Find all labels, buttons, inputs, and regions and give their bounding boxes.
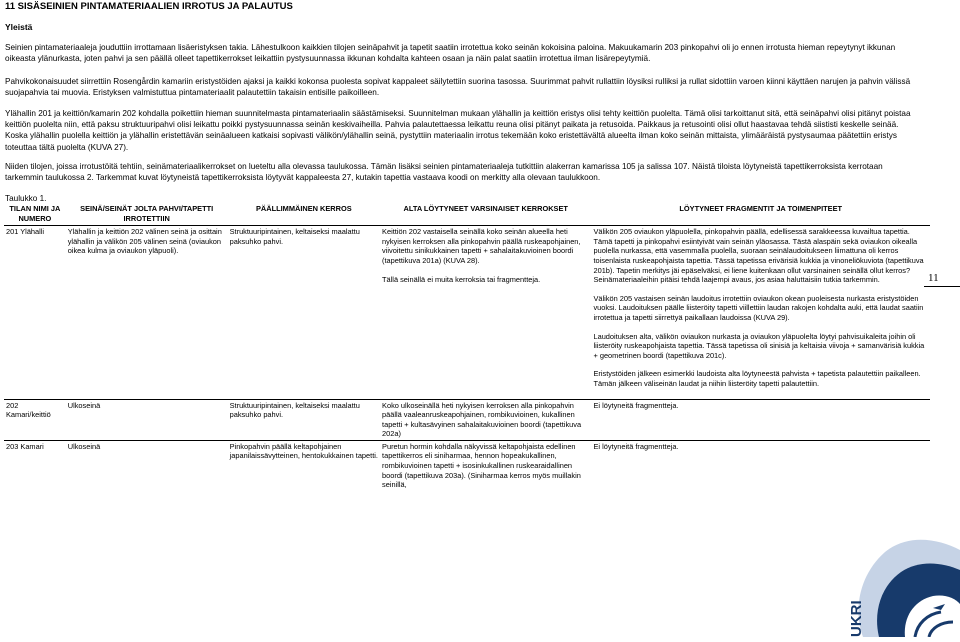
- cell-top-layer: Pinkopahvin päällä keltapohjainen japanilaissävytteinen, hentokukkainen tapetti.: [228, 440, 380, 490]
- layer-text: Keittiön 202 vastaisella seinällä koko seinän alueella heti nykyisen kerroksen alla pinkopahvin päällä ruskeapohjainen, viivoitettu sinikukkainen tapetti + sahalaitakuvioinen boordi (tapettikuva 201a) (KUVA 28).: [382, 227, 581, 265]
- table-row: [4, 440, 930, 490]
- fragment-text: Välikön 205 oviaukon yläpuolella, pinkopahvin päällä, edellisessä sarakkeessa kuvailtua tapettia. Tämä tapetti ja pinkopahvi esiintyivät vain seinän yläosassa. Tästä alaspäin sekä oviaukon oikealla puolella nurkassa, että vasemmalla puolella, suoraan seinälaudoitukseen liimattuna oli kerros toisenlaista ruskeapohjaista tapettia. Tässä tapetissa erivärisiä kukkia ja vinoneliökuviota (tapettikuva 201b). Tapetin merkitys jäi epäselväksi, ei liene kuitenkaan ollut varsinainen seinällä ollut kerros? Seinämateriaaleihin pitäisi tehdä laajempi avaus, jos asiaa haluttaisiin tutkia tarkemmin.: [593, 227, 924, 285]
- table-header-row: [4, 203, 930, 226]
- fragment-text: Laudoituksen alta, välikön oviaukon nurkasta ja oviaukon yläpuolelta löytyi pahvisuikaleita joihin oli liisteröity ruskeapohjaista tapettia. Tässä tapetissa oli sinisiä ja keltaisia viivoja + samanvärisiä kukkia + geometrinen boordi (tapettikuva 201c).: [593, 331, 925, 360]
- header-walls: SEINÄ/SEINÄT JOLTA PAHVI/TAPETTI IRROTETTIIN: [66, 203, 228, 226]
- cell-fragments: Ei löytyneitä fragmentteja.: [591, 440, 930, 490]
- paragraph: Niiden tilojen, joissa irrotustöitä tehtiin, seinämateriaalikerrokset on lueteltu alla olevassa taulukossa. Tämän lisäksi seinien pintamateriaaleja tutkittiin alakerran kamarissa 105 ja salissa 107. Näistä tiloista löytyneistä tapettikerroksista kerrotaan tarkemmin taulukossa 2. Tarkemmat kuvat löytyneistä tapettikerroksista löytyvät kappaleesta 27, kutakin tapettia vastaava koodi on merkitty alla olevaan taulukkoon.: [5, 162, 883, 183]
- section-subheading: Yleistä: [5, 22, 33, 32]
- cell-layers: Puretun hormin kohdalla näkyvissä keltapohjaista edellinen tapettikerros eli siniharmaa, hennon hopeakukallinen, rombikuvioinen tapetti + isosinkukallinen ruskearaidallinen boordi (tapettikuva 203a). (Siniharmaa kerros myös muillakin seinillä,: [380, 440, 591, 490]
- chapter-heading: 11 SISÄSEINIEN PINTAMATERIAALIEN IRROTUS JA PALAUTUS: [5, 1, 293, 12]
- cell-layers: Koko ulkoseinällä heti nykyisen kerroksen alla pinkopahvin päällä vaaleanruskeapohjainen, rombikuvioinen, kukallinen tapetti + kultasävyinen sahalaitakuvioinen boordi (tapettikuva 202a): [380, 399, 591, 440]
- cell-room: 201 Ylähalli: [6, 227, 45, 237]
- header-top-layer: PÄÄLLIMMÄINEN KERROS: [228, 203, 380, 226]
- cell-fragments: [591, 226, 930, 399]
- cell-walls: Ulkoseinä: [66, 440, 228, 490]
- cell-walls: Ylähallin ja keittiön 202 välinen seinä ja osittain ylähallin ja välikön 205 välinen seinä (oviaukon oikea kulma ja oviaukon yläpuoli).: [67, 227, 222, 256]
- page-number: 11: [928, 272, 939, 284]
- cell-room: 203 Kamari: [4, 440, 66, 490]
- fragment-text: Välikön 205 vastaisen seinän laudoitus irrotettiin oviaukon okean puoleisesta nurkasta eristystöiden vuoksi. Laudoituksen päälle liisteröity tapetti viillettiin laudan rakojen kohdalta auki, että laudat saatiin irrotettua ja tapetti siirrettyä paikallaan laudoissa (KUVA 29).: [593, 293, 924, 322]
- header-room: TILAN NIMI JA NUMERO: [4, 203, 66, 226]
- paragraph: Seinien pintamateriaaleja jouduttiin irrottamaan lisäeristyksen takia. Lähestulkoon kaikkien tilojen seinäpahvit ja tapetit saatiin irrotettua koko seinän kokoisina paloina. Makuukamarin 203 pinkopahvi oli jo ennen irrotusta hieman repeytynyt ikkunan oikeasta ylänurkasta, joten pahvi ja sen päällä olleet tapettikerrokset leikattiin pystysuunnassa ikkunan kohdalta kahteen osaan ja näin palat saatiin irrotettua ilman lisärepeytymiä.: [5, 43, 896, 64]
- header-layers: ALTA LÖYTYNEET VARSINAISET KERROKSET: [380, 203, 591, 226]
- table-row: [4, 226, 930, 399]
- paragraph: Ylähallin 201 ja keittiön/kamarin 202 kohdalla poikettiin hieman suunnitelmasta pintamateriaalin säästämiseksi. Suunnitelman mukaan ylähallin ja keittiön eristys olisi tehty keittiön puolelta. Tämä olisi tarkoittanut sitä, että seinäpahvi olisi pitänyt poistaa keittiön puolelta niin, että paksu struktuuripahvi olisi leikattu poikki pystysuunnassa seinän keskivaiheilla. Pahvia palautettaessa leikattu reuna olisi pitänyt paikata ja retusoida. Paikkaus ja retusointi olisi ollut haastavaa tehdä siististi keskelle seinää. Koska ylähallin puolella keittiön ja ylähallin eristettävän seinäalueen katkaisi sopivasti välikön/ylähallin seinä, pystyttiin materiaalin irrotus tekemään koko eristettävältä alueelta ilman koko seinän mittaista, ylimääräistä pystysaumaa päätettiin eristys toteuttaa tältä puolelta (KUVA 27).: [5, 109, 911, 152]
- cell-top-layer: Struktuuripintainen, keltaiseksi maalattu paksuhko pahvi.: [228, 399, 380, 440]
- header-fragments: LÖYTYNEET FRAGMENTIT JA TOIMENPITEET: [591, 203, 930, 226]
- paragraph: Pahvikokonaisuudet siirrettiin Rosengårdin kamariin eristystöiden ajaksi ja kaikki kokonsa puolesta sopivat kappaleet säilytettiin suorina tasossa. Suurimmat pahvit rullattiin löysiksi rulliksi ja rullat sidottiin varoen kiinni käyttäen narujen ja pahvin välissä suojapahvia tai muovia. Eristyksen valmistuttua pintamateriaalit palautettiin takaisin entisille paikoilleen.: [5, 77, 911, 98]
- page-number-rule: [924, 286, 960, 287]
- logo-text: UKRI: [848, 600, 865, 637]
- cell-top-layer: Struktuuripintainen, keltaiseksi maalattu paksuhko pahvi.: [229, 227, 360, 246]
- cell-fragments: Ei löytyneitä fragmentteja.: [591, 399, 930, 440]
- fragment-text: Eristystöiden jälkeen esimerkki laudoista alta löytyneestä pahvista + tapetista palautettiin paikalleen. Tämän jälkeen väliseinän laudat ja niihin liisteröity tapetti palautettiin.: [593, 369, 921, 388]
- ukri-logo: [845, 520, 960, 637]
- layer-text: Tällä seinällä ei muita kerroksia tai fragmentteja.: [382, 274, 541, 284]
- wall-layers-table: [4, 203, 930, 491]
- lion-head-logo-icon: [845, 520, 960, 637]
- table-row: [4, 399, 930, 440]
- cell-walls: Ulkoseinä: [66, 399, 228, 440]
- cell-room: 202 Kamari/keittiö: [4, 399, 66, 440]
- cell-layers: [380, 226, 591, 399]
- table-caption: Taulukko 1.: [5, 194, 47, 203]
